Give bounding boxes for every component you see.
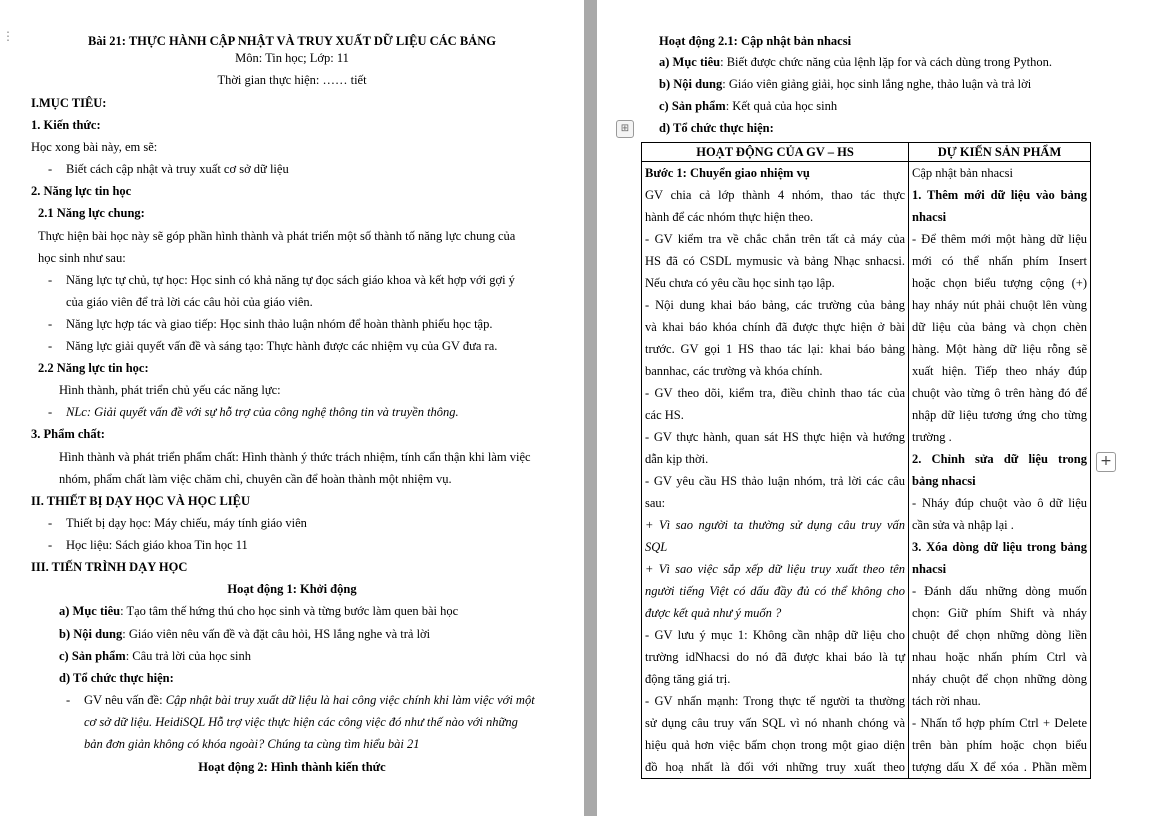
table-header-row xyxy=(642,143,1091,162)
cell-line: hoặc chọn biểu tượng cộng (+) xyxy=(912,276,1087,290)
activity-content: b) Nội dung: Giáo viên nêu vấn đề và đặt câu hỏi, HS lắng nghe và trả lời xyxy=(59,627,431,641)
document-page-right xyxy=(597,0,1166,816)
drag-handle-icon[interactable]: ⋮ xyxy=(2,29,14,43)
paragraph: nhóm, phẩm chất làm việc chăm chỉ, chuyên cần để hoàn thành một nhiệm vụ. xyxy=(59,472,452,486)
activity-organization: d) Tổ chức thực hiện: xyxy=(59,671,174,685)
cell-line: - Đánh dấu những dòng muốn xyxy=(912,584,1087,598)
cell-line: sử dụng câu truy vấn SQL vì nó nhanh chóng và xyxy=(645,716,905,730)
cell-line: - GV nhấn mạnh: Trong thực tế người ta thường xyxy=(645,694,905,708)
bullet-text: GV nêu vấn đề: Cập nhật bài truy xuất dữ liệu là hai công việc chính khi làm việc với một xyxy=(84,693,535,707)
table-header-cell: HOẠT ĐỘNG CỦA GV – HS xyxy=(642,143,909,162)
subsection-heading: 1. Kiến thức: xyxy=(31,118,101,132)
subsection-heading: 3. Phẩm chất: xyxy=(31,427,105,441)
cell-line: mới có thể nhấn phím Insert xyxy=(912,254,1087,268)
cell-line: hiệu quả hơn việc bấm chọn trong một giao diện xyxy=(645,738,905,752)
cell-line: dữ liệu của bảng và chọn chèn xyxy=(912,320,1087,334)
cell-line: - Nội dung khai báo bảng, các trường của bảng xyxy=(645,298,905,312)
cell-line: dẫn kịp thời. xyxy=(645,452,709,466)
table-header-cell: DỰ KIẾN SẢN PHẨM xyxy=(909,143,1091,162)
cell-line: xuất hiện. Tiếp theo nháy đúp xyxy=(912,364,1087,378)
bullet-dash: - xyxy=(48,405,53,419)
cell-line: Bước 1: Chuyển giao nhiệm vụ xyxy=(645,166,810,180)
activity-heading: Hoạt động 2: Hình thành kiến thức xyxy=(198,760,386,774)
cell-line: bảng nhacsi xyxy=(912,474,976,488)
cell-line: đồ hoạ nhất là đối với những truy xuất theo xyxy=(645,760,905,774)
cell-line: người tiếng Việt có dấu đầy đủ có thể không cho xyxy=(645,584,905,598)
cell-line: Cập nhật bản nhacsi xyxy=(912,166,1014,180)
time-line: Thời gian thực hiện: …… tiết xyxy=(217,73,367,87)
cell-line: 2. Chỉnh sửa dữ liệu trong xyxy=(912,452,1087,466)
cell-line: - Nhấn tổ hợp phím Ctrl + Delete xyxy=(912,716,1087,730)
cell-line: chọn: Giữ phím Shift và nháy xyxy=(912,606,1087,620)
cell-line: bannhac, các trường và khóa chính. xyxy=(645,364,823,378)
table-row xyxy=(642,162,1091,779)
cell-line: SQL xyxy=(645,540,668,554)
bullet-text: Biết cách cập nhật và truy xuất cơ sở dữ liệu xyxy=(66,162,289,176)
bullet-text: Thiết bị dạy học: Máy chiếu, máy tính giáo viên xyxy=(66,516,307,530)
table-move-handle-icon[interactable]: ⊞ xyxy=(616,120,634,138)
subject-line: Môn: Tin học; Lớp: 11 xyxy=(235,51,349,65)
teacher-student-activity-cell[interactable] xyxy=(642,162,909,779)
cell-line: hay nháy nút phải chuột lên vùng xyxy=(912,298,1087,312)
cell-line: - GV thực hành, quan sát HS thực hiện và hướng xyxy=(645,430,905,444)
bullet-dash: - xyxy=(48,162,53,176)
cell-line: nhacsi xyxy=(912,210,947,224)
bullet-dash: - xyxy=(48,538,53,552)
bullet-text: Năng lực giải quyết vấn đề và sáng tạo: Thực hành được các nhiệm vụ của GV đưa ra. xyxy=(66,339,498,353)
cell-line: 1. Thêm mới dữ liệu vào bảng xyxy=(912,188,1087,202)
bullet-dash: - xyxy=(48,273,53,287)
activity-organization: d) Tổ chức thực hiện: xyxy=(659,121,774,135)
section-heading: I.MỤC TIÊU: xyxy=(31,96,107,110)
page-gap xyxy=(584,0,597,816)
cell-line: tượng dấu X để xóa . Phần mềm xyxy=(912,760,1087,774)
cell-line: nhacsi xyxy=(912,562,947,576)
activity-table xyxy=(641,142,1091,779)
cell-line: + Vì sao việc sắp xếp dữ liệu truy xuất theo tên xyxy=(645,562,905,576)
cell-line: trước. GV gọi 1 HS thao tác lại: khai báo bảng xyxy=(645,342,905,356)
subsection-heading: 2.1 Năng lực chung: xyxy=(38,206,145,220)
bullet-dash: - xyxy=(66,693,71,707)
cell-line: hành để các nhóm thực hiện theo. xyxy=(645,210,814,224)
paragraph: Học xong bài này, em sẽ: xyxy=(31,140,158,154)
cell-line: hàng. Một hàng dữ liệu rỗng sẽ xyxy=(912,342,1087,356)
cell-line: - GV kiểm tra về chắc chắn trên tất cả máy của xyxy=(645,232,905,246)
cell-line: được kết quả như ý muốn ? xyxy=(645,606,782,620)
bullet-text: bản đơn giản không có khóa ngoài? Chúng ta cùng tìm hiểu bài 21 xyxy=(84,737,420,751)
cell-line: tách rời nhau. xyxy=(912,694,981,708)
add-column-plus-icon[interactable]: + xyxy=(1096,452,1116,472)
cell-line: cần sửa và nhập lại . xyxy=(912,518,1014,532)
paragraph: Thực hiện bài học này sẽ góp phần hình thành và phát triển một số thành tố năng lực chung của xyxy=(38,229,516,243)
activity-content: b) Nội dung: Giáo viên giảng giải, học sinh lắng nghe, thảo luận và trả lời xyxy=(659,77,1032,91)
expected-product-cell[interactable] xyxy=(909,162,1091,779)
bullet-text: cơ sở dữ liệu. HeidiSQL Hỗ trợ việc thực hiện các công việc đó như thế nào với những xyxy=(84,715,518,729)
cell-line: nháy chuột để chọn những dòng xyxy=(912,672,1087,686)
cell-line: GV chia cả lớp thành 4 nhóm, thao tác thực xyxy=(645,188,905,202)
cell-line: - GV yêu cầu HS thảo luận nhóm, trả lời các câu xyxy=(645,474,905,488)
cell-line: nhập dữ liệu tương ứng cho từng xyxy=(912,408,1087,422)
bullet-dash: - xyxy=(48,339,53,353)
cell-line: chuột để chọn những dòng liền xyxy=(912,628,1087,642)
activity-goal: a) Mục tiêu: Tạo tâm thế hứng thú cho học sinh và từng bước làm quen bài học xyxy=(59,604,459,618)
cell-line: nhau hoặc nhấn phím Ctrl và xyxy=(912,650,1087,664)
cell-line: các HS. xyxy=(645,408,684,422)
cell-line: - GV lưu ý mục 1: Không cần nhập dữ liệu cho xyxy=(645,628,905,642)
cell-line: 3. Xóa dòng dữ liệu trong bảng xyxy=(912,540,1087,554)
paragraph: Hình thành và phát triển phẩm chất: Hình thành ý thức trách nhiệm, tính cẩn thận khi làm việc xyxy=(59,450,531,464)
section-heading: II. THIẾT BỊ DẠY HỌC VÀ HỌC LIỆU xyxy=(31,494,251,508)
activity-heading: Hoạt động 1: Khởi động xyxy=(227,582,357,596)
cell-line: + Vì sao người ta thường sử dụng câu truy vấn xyxy=(645,518,905,532)
activity-goal: a) Mục tiêu: Biết được chức năng của lệnh lặp for và cách dùng trong Python. xyxy=(659,55,1052,69)
bullet-text: Năng lực hợp tác và giao tiếp: Học sinh thảo luận nhóm để hoàn thành phiếu học tập. xyxy=(66,317,493,331)
bullet-text: Học liệu: Sách giáo khoa Tin học 11 xyxy=(66,538,248,552)
cell-line: chuột vào từng ô trên hàng đó để xyxy=(912,386,1087,400)
cell-line: sau: xyxy=(645,496,666,510)
cell-line: trên bàn phím hoặc chọn biểu xyxy=(912,738,1087,752)
cell-line: và khai báo khóa chính đã được thực hiện ở bài xyxy=(645,320,905,334)
cell-line: Nếu chưa có yêu cầu học sinh tạo lập. xyxy=(645,276,835,290)
subsection-heading: 2. Năng lực tin học xyxy=(31,184,132,198)
bullet-dash: - xyxy=(48,516,53,530)
bullet-text: Năng lực tự chủ, tự học: Học sinh có khả năng tự đọc sách giáo khoa và kết hợp với gợi ý xyxy=(66,273,515,287)
lesson-title: Bài 21: THỰC HÀNH CẬP NHẬT VÀ TRUY XUẤT DỮ LIỆU CÁC BẢNG xyxy=(88,34,496,48)
activity-product: c) Sản phẩm: Câu trả lời của học sinh xyxy=(59,649,252,663)
section-heading: III. TIẾN TRÌNH DẠY HỌC xyxy=(31,560,188,574)
activity-heading: Hoạt động 2.1: Cập nhật bản nhacsi xyxy=(659,34,852,48)
paragraph: học sinh như sau: xyxy=(38,251,126,265)
bullet-text: NLc: Giải quyết vấn đề với sự hỗ trợ của công nghệ thông tin và truyền thông. xyxy=(66,405,459,419)
cell-line: - GV theo dõi, kiểm tra, điều chỉnh thao tác của xyxy=(645,386,905,400)
cell-line: - Nháy đúp chuột vào ô dữ liệu xyxy=(912,496,1087,510)
paragraph: Hình thành, phát triển chủ yếu các năng lực: xyxy=(59,383,281,397)
activity-product: c) Sản phẩm: Kết quả của học sinh xyxy=(659,99,838,113)
cell-line: HS đã có CSDL mymusic và bảng Nhạc snhacsi. xyxy=(645,254,905,268)
cell-line: trường idNhacsi do nó đã được khai báo là tự xyxy=(645,650,905,664)
bullet-dash: - xyxy=(48,317,53,331)
cell-line: động tăng giá trị. xyxy=(645,672,731,686)
cell-line: - Để thêm mới một hàng dữ liệu xyxy=(912,232,1087,246)
bullet-text: của giáo viên để trả lời các câu hỏi của giáo viên. xyxy=(66,295,313,309)
cell-line: trường . xyxy=(912,430,952,444)
subsection-heading: 2.2 Năng lực tin học: xyxy=(38,361,149,375)
